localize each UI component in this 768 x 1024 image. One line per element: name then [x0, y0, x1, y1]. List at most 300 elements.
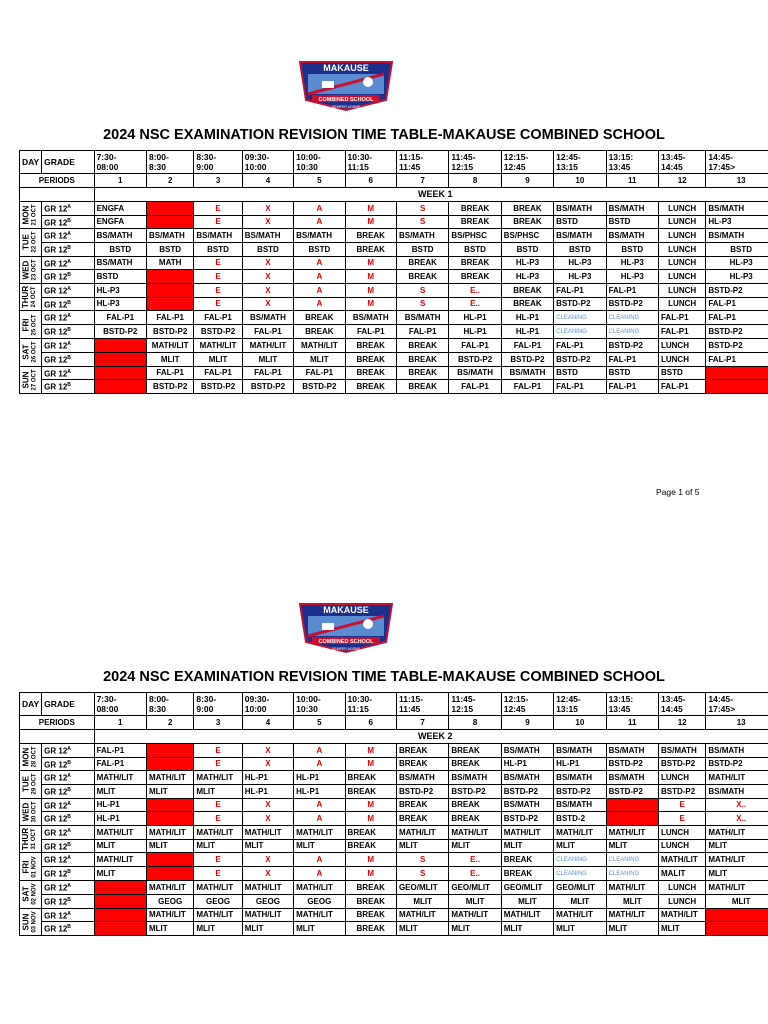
subject-cell: FAL-P1: [94, 744, 146, 758]
exam-cell: E: [194, 867, 242, 881]
subject-cell: [554, 325, 606, 339]
subject-cell: BREAK: [345, 908, 396, 922]
periods-label: PERIODS: [20, 716, 95, 730]
grade-cell: [42, 784, 94, 798]
grade-cell: [42, 311, 94, 325]
grade-cell: [42, 256, 94, 270]
exam-cell: E..: [449, 283, 501, 297]
subject-cell: BSTD-P2: [706, 339, 768, 353]
day-cell: [20, 908, 42, 935]
time-header: 12:15- 12:45: [501, 151, 553, 174]
time-header: 13:45- 14:45: [658, 693, 705, 716]
grade-cell: [42, 339, 94, 353]
day-date: 21 OCT: [31, 204, 38, 226]
time-header: 8:30- 9:00: [194, 151, 242, 174]
subject-cell: BS/MATH: [554, 202, 606, 216]
grade-label: GR 12: [44, 286, 68, 296]
subject-cell: BS/PHSC: [449, 229, 501, 243]
blocked-cell: [146, 744, 193, 758]
subject-cell: BREAK: [345, 229, 396, 243]
subject-cell: BS/MATH: [396, 771, 448, 785]
exam-cell: M: [345, 757, 396, 771]
subject-cell: MLIT: [294, 839, 345, 853]
subject-cell: MLIT: [449, 894, 501, 908]
time-header: 10:30- 11:15: [345, 151, 396, 174]
grade-stream: B: [67, 299, 71, 306]
subject-cell: FAL-P1: [396, 325, 448, 339]
grade-cell: [42, 297, 94, 311]
grade-label: GR 12: [44, 259, 68, 269]
table-row: [20, 325, 768, 339]
time-header: 12:45- 13:15: [554, 693, 606, 716]
subject-cell: HL-P1: [94, 798, 146, 812]
subject-cell: MLIT: [606, 922, 658, 936]
exam-cell: X: [242, 853, 293, 867]
blocked-cell: [606, 798, 658, 812]
grade-label: GR 12: [44, 883, 68, 893]
exam-cell: E: [194, 215, 242, 229]
exam-cell: A: [294, 757, 345, 771]
subject-cell: MATH/LIT: [501, 825, 553, 839]
period-number: 2: [146, 174, 193, 188]
subject-cell: MLIT: [396, 922, 448, 936]
subject-cell: ENGFA: [94, 202, 146, 216]
subject-cell: BS/MATH: [658, 744, 705, 758]
subject-cell: BSTD: [606, 366, 658, 380]
blocked-cell: [146, 270, 193, 284]
subject-cell: MATH/LIT: [94, 853, 146, 867]
subject-cell: FAL-P1: [554, 283, 606, 297]
grade-cell: [42, 798, 94, 812]
grade-label: GR 12: [44, 856, 68, 866]
subject-cell: LUNCH: [658, 825, 705, 839]
grade-label: GR 12: [44, 355, 68, 365]
blocked-cell: [146, 853, 193, 867]
day-name: FRI: [21, 860, 31, 874]
day-cell: [20, 853, 42, 881]
subject-cell: MLIT: [658, 922, 705, 936]
grade-label: GR 12: [44, 773, 68, 783]
subject-cell: BSTD-P2: [501, 784, 553, 798]
subject-cell: LUNCH: [658, 839, 705, 853]
subject-cell: [606, 311, 658, 325]
subject-cell: [554, 853, 606, 867]
periods-label: PERIODS: [20, 174, 95, 188]
table-row: [20, 839, 768, 853]
grade-label: GR 12: [44, 382, 68, 392]
subject-cell: BSTD-P2: [706, 325, 768, 339]
subject-cell: BSTD-P2: [294, 380, 345, 394]
grade-cell: [42, 283, 94, 297]
cleaning-label: CLEANING: [608, 857, 640, 864]
subject-cell: BSTD-P2: [449, 784, 501, 798]
subject-cell: HL-P1: [501, 325, 553, 339]
grade-cell: [42, 352, 94, 366]
subject-cell: BREAK: [449, 757, 501, 771]
subject-cell: MLIT: [396, 839, 448, 853]
subject-cell: MATH/LIT: [554, 908, 606, 922]
blocked-cell: [94, 352, 146, 366]
exam-cell: E: [658, 812, 705, 826]
subject-cell: FAL-P1: [606, 352, 658, 366]
exam-cell: X: [242, 812, 293, 826]
subject-cell: MATH/LIT: [294, 908, 345, 922]
subject-cell: BSTD: [658, 366, 705, 380]
subject-cell: LUNCH: [658, 352, 705, 366]
subject-cell: BSTD: [294, 242, 345, 256]
time-header: 11:45- 12:15: [449, 693, 501, 716]
page-title: 2024 NSC EXAMINATION REVISION TIME TABLE-MAKAUSE COMBINED SCHOOL: [103, 669, 665, 685]
period-number: 3: [194, 174, 242, 188]
subject-cell: FAL-P1: [146, 366, 193, 380]
grade-stream: B: [67, 244, 71, 251]
grade-label: GR 12: [44, 897, 68, 907]
subject-cell: MATH/LIT: [706, 853, 768, 867]
exam-cell: X..: [706, 812, 768, 826]
subject-cell: [606, 853, 658, 867]
table-row: [20, 881, 768, 895]
blocked-cell: [606, 812, 658, 826]
exam-cell: M: [345, 270, 396, 284]
subject-cell: MATH/LIT: [449, 908, 501, 922]
subject-cell: BS/MATH: [194, 229, 242, 243]
exam-cell: E: [658, 798, 705, 812]
subject-cell: MLIT: [606, 839, 658, 853]
subject-cell: MLIT: [242, 839, 293, 853]
exam-cell: E: [194, 270, 242, 284]
subject-cell: FAL-P1: [94, 757, 146, 771]
subject-cell: BSTD-P2: [242, 380, 293, 394]
time-header: 7:30- 08:00: [94, 151, 146, 174]
subject-cell: BREAK: [345, 922, 396, 936]
grade-stream: A: [67, 773, 71, 780]
subject-cell: MATH/LIT: [396, 908, 448, 922]
exam-cell: M: [345, 283, 396, 297]
exam-cell: A: [294, 853, 345, 867]
exam-cell: A: [294, 744, 345, 758]
subject-cell: BREAK: [396, 744, 448, 758]
blocked-cell: [706, 922, 768, 936]
subject-cell: FAL-P1: [658, 380, 705, 394]
table-row: [20, 339, 768, 353]
exam-cell: M: [345, 867, 396, 881]
subject-cell: BREAK: [501, 283, 553, 297]
grade-stream: A: [67, 285, 71, 292]
time-header: 14:45- 17:45>: [706, 151, 768, 174]
timetable-week-2: [19, 692, 768, 936]
time-header: 8:00- 8:30: [146, 151, 193, 174]
subject-cell: MLIT: [194, 839, 242, 853]
subject-cell: BREAK: [396, 366, 448, 380]
subject-cell: MATH/LIT: [706, 825, 768, 839]
subject-cell: MATH/LIT: [606, 908, 658, 922]
subject-cell: MATH/LIT: [94, 771, 146, 785]
table-row: [20, 380, 768, 394]
exam-cell: X: [242, 744, 293, 758]
exam-cell: A: [294, 867, 345, 881]
grade-label: GR 12: [44, 231, 68, 241]
grade-stream: B: [67, 759, 71, 766]
grade-cell: [42, 881, 94, 895]
table-row: [20, 894, 768, 908]
day-date: 22 OCT: [31, 231, 38, 253]
grade-stream: A: [67, 855, 71, 862]
subject-cell: MATH/LIT: [706, 881, 768, 895]
subject-cell: HL-P3: [554, 256, 606, 270]
subject-cell: BREAK: [345, 784, 396, 798]
grade-stream: B: [67, 924, 71, 931]
subject-cell: HL-P1: [294, 771, 345, 785]
subject-cell: BSTD: [554, 215, 606, 229]
exam-cell: E: [194, 202, 242, 216]
table-row: [20, 297, 768, 311]
blocked-cell: [94, 894, 146, 908]
subject-cell: FAL-P1: [606, 283, 658, 297]
subject-cell: BREAK: [345, 894, 396, 908]
subject-cell: MLIT: [554, 839, 606, 853]
grade-label: GR 12: [44, 341, 68, 351]
subject-cell: BSTD-P2: [501, 352, 553, 366]
subject-cell: BSTD-P2: [194, 325, 242, 339]
blocked-cell: [146, 283, 193, 297]
day-cell: [20, 744, 42, 771]
grade-cell: [42, 839, 94, 853]
subject-cell: MATH/LIT: [294, 339, 345, 353]
subject-cell: BSTD-P2: [606, 339, 658, 353]
subject-cell: BS/MATH: [706, 202, 768, 216]
grade-cell: [42, 771, 94, 785]
subject-cell: BS/MATH: [606, 229, 658, 243]
blocked-cell: [94, 339, 146, 353]
subject-cell: BREAK: [449, 270, 501, 284]
time-header: 11:15- 11:45: [396, 693, 448, 716]
subject-cell: MATH/LIT: [146, 908, 193, 922]
subject-cell: BS/MATH: [501, 798, 553, 812]
subject-cell: MLIT: [194, 922, 242, 936]
table-row: [20, 242, 768, 256]
week-row: [20, 730, 768, 744]
grade-label: GR 12: [44, 814, 68, 824]
exam-cell: A: [294, 798, 345, 812]
subject-cell: MATH/LIT: [194, 881, 242, 895]
grade-stream: B: [67, 786, 71, 793]
grade-stream: B: [67, 217, 71, 224]
subject-cell: FAL-P1: [242, 366, 293, 380]
subject-cell: MATH/LIT: [396, 825, 448, 839]
subject-cell: HL-P1: [294, 784, 345, 798]
cleaning-label: CLEANING: [608, 315, 640, 322]
subject-cell: FAL-P1: [706, 352, 768, 366]
blocked-cell: [706, 380, 768, 394]
subject-cell: BREAK: [449, 812, 501, 826]
exam-cell: M: [345, 853, 396, 867]
period-number: 13: [706, 716, 768, 730]
cleaning-label: CLEANING: [556, 871, 587, 878]
subject-cell: BREAK: [449, 798, 501, 812]
table-row: [20, 229, 768, 243]
grade-cell: [42, 380, 94, 394]
exam-cell: A: [294, 283, 345, 297]
subject-cell: BREAK: [396, 270, 448, 284]
day-cell: [20, 311, 42, 339]
grade-label: GR 12: [44, 760, 68, 770]
blocked-cell: [146, 215, 193, 229]
subject-cell: BS/MATH: [449, 366, 501, 380]
subject-cell: MATH/LIT: [658, 908, 705, 922]
table-row: [20, 798, 768, 812]
time-header: 09:30- 10:00: [242, 151, 293, 174]
subject-cell: FAL-P1: [501, 339, 553, 353]
table-row: [20, 270, 768, 284]
grade-stream: B: [67, 841, 71, 848]
day-cell: [20, 283, 42, 310]
subject-cell: LUNCH: [658, 242, 705, 256]
subject-cell: MLIT: [294, 922, 345, 936]
subject-cell: FAL-P1: [146, 311, 193, 325]
grade-stream: B: [67, 814, 71, 821]
exam-cell: S: [396, 283, 448, 297]
day-name: THUR: [21, 827, 31, 851]
cleaning-label: CLEANING: [608, 329, 640, 336]
cleaning-label: CLEANING: [556, 857, 587, 864]
grade-stream: A: [67, 746, 71, 752]
subject-cell: MLIT: [501, 894, 553, 908]
week-spacer: [20, 730, 95, 744]
subject-cell: MATH/LIT: [146, 825, 193, 839]
subject-cell: BREAK: [345, 366, 396, 380]
exam-cell: E..: [449, 297, 501, 311]
exam-cell: A: [294, 812, 345, 826]
subject-cell: FAL-P1: [242, 325, 293, 339]
table-row: [20, 853, 768, 867]
subject-cell: BS/MATH: [554, 229, 606, 243]
table-row: [20, 215, 768, 229]
subject-cell: BSTD-2: [554, 812, 606, 826]
subject-cell: BSTD-P2: [554, 297, 606, 311]
subject-cell: BS/MATH: [94, 256, 146, 270]
subject-cell: BREAK: [449, 215, 501, 229]
exam-cell: M: [345, 297, 396, 311]
subject-cell: BS/MATH: [294, 229, 345, 243]
subject-cell: BSTD: [94, 242, 146, 256]
period-number: 4: [242, 174, 293, 188]
subject-cell: HL-P1: [242, 784, 293, 798]
grade-stream: B: [67, 354, 71, 361]
subject-cell: FAL-P1: [554, 339, 606, 353]
grade-cell: [42, 270, 94, 284]
subject-cell: BREAK: [396, 757, 448, 771]
subject-cell: BSTD: [94, 270, 146, 284]
day-cell: [20, 339, 42, 366]
exam-cell: S: [396, 202, 448, 216]
day-name: SUN: [21, 371, 31, 389]
time-header: 13:15: 13:45: [606, 151, 658, 174]
subject-cell: BREAK: [501, 297, 553, 311]
subject-cell: LUNCH: [658, 283, 705, 297]
grade-label: GR 12: [44, 870, 68, 880]
subject-cell: BSTD-P2: [449, 352, 501, 366]
subject-cell: BREAK: [396, 339, 448, 353]
grade-cell: [42, 202, 94, 216]
subject-cell: GEO/MLIT: [554, 881, 606, 895]
subject-cell: BSTD-P2: [94, 325, 146, 339]
subject-cell: MLIT: [194, 352, 242, 366]
subject-cell: BS/MATH: [501, 744, 553, 758]
logo-top-text: MAKAUSE: [323, 605, 369, 615]
exam-cell: M: [345, 256, 396, 270]
grade-stream: A: [67, 313, 71, 320]
day-date: 30 OCT: [31, 801, 38, 823]
grade-header: GRADE: [42, 693, 94, 716]
subject-cell: BS/MATH: [501, 366, 553, 380]
subject-cell: GEO/MLIT: [501, 881, 553, 895]
grade-cell: [42, 853, 94, 867]
grade-stream: B: [67, 896, 71, 903]
day-date: 01 NOV: [31, 856, 38, 878]
grade-stream: A: [67, 204, 71, 210]
exam-cell: X: [242, 270, 293, 284]
subject-cell: MATH/LIT: [194, 908, 242, 922]
subject-cell: MLIT: [449, 922, 501, 936]
subject-cell: LUNCH: [658, 256, 705, 270]
subject-cell: BSTD: [242, 242, 293, 256]
day-name: SUN: [21, 913, 31, 931]
subject-cell: BS/MATH: [706, 744, 768, 758]
grade-label: GR 12: [44, 746, 68, 756]
subject-cell: BREAK: [449, 256, 501, 270]
cleaning-label: CLEANING: [556, 315, 587, 322]
grade-stream: A: [67, 368, 71, 375]
blocked-cell: [94, 366, 146, 380]
grade-cell: [42, 812, 94, 826]
grade-cell: [42, 242, 94, 256]
subject-cell: BREAK: [449, 202, 501, 216]
subject-cell: ENGFA: [94, 215, 146, 229]
subject-cell: HL-P3: [706, 270, 768, 284]
header-row: [20, 151, 768, 174]
blocked-cell: [94, 922, 146, 936]
exam-cell: X: [242, 202, 293, 216]
subject-cell: BREAK: [501, 215, 553, 229]
day-name: SAT: [21, 344, 31, 361]
exam-cell: M: [345, 798, 396, 812]
subject-cell: FAL-P1: [94, 311, 146, 325]
subject-cell: BS/MATH: [146, 229, 193, 243]
exam-cell: X: [242, 757, 293, 771]
subject-cell: BSTD-P2: [554, 784, 606, 798]
period-number: 3: [194, 716, 242, 730]
day-name: TUE: [21, 776, 31, 793]
day-name: WED: [21, 260, 31, 280]
subject-cell: FAL-P1: [554, 380, 606, 394]
grade-label: GR 12: [44, 314, 68, 324]
subject-cell: BSTD-P2: [194, 380, 242, 394]
table-row: [20, 757, 768, 771]
period-number: 10: [554, 716, 606, 730]
subject-cell: BSTD-P2: [606, 297, 658, 311]
exam-cell: X..: [706, 798, 768, 812]
day-cell: [20, 366, 42, 393]
subject-cell: BSTD-P2: [554, 352, 606, 366]
time-header: 12:45- 13:15: [554, 151, 606, 174]
subject-cell: MATH: [146, 256, 193, 270]
grade-label: GR 12: [44, 911, 68, 921]
subject-cell: BS/MATH: [345, 311, 396, 325]
subject-cell: BSTD: [554, 366, 606, 380]
table-row: [20, 311, 768, 325]
subject-cell: MLIT: [94, 867, 146, 881]
subject-cell: BREAK: [396, 256, 448, 270]
